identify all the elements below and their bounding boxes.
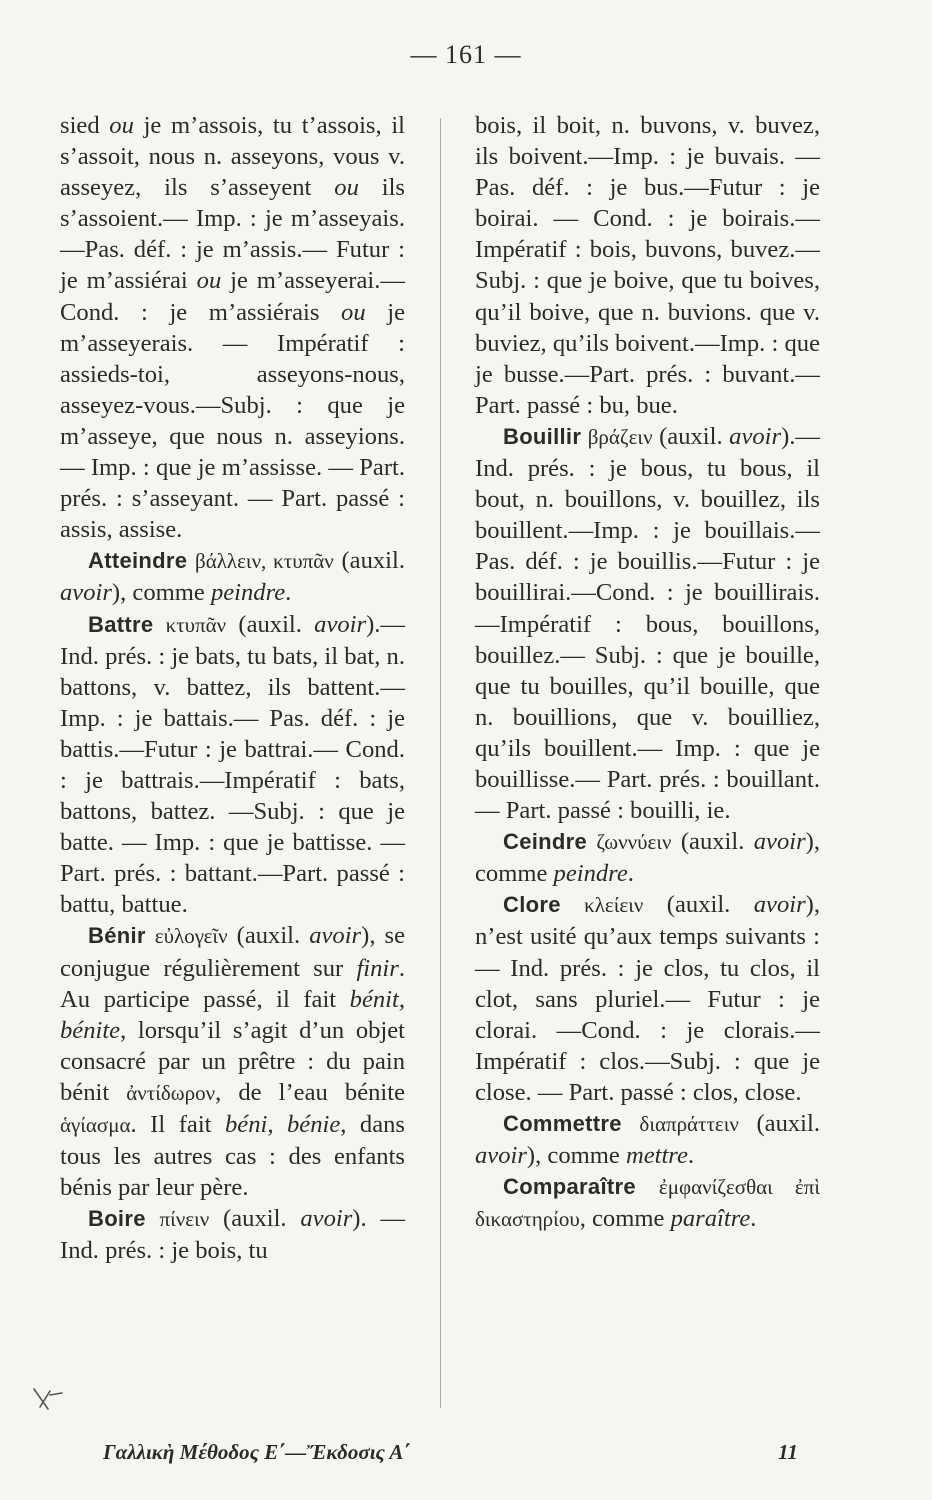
entry-headword: Commettre [503,1111,622,1136]
column-divider [440,118,441,1408]
entry-ceindre: Ceindre ζωννύειν (auxil. avoir), comme peindre. [475,828,820,888]
greek-translation: κλείειν [584,893,644,918]
greek-translation: βάλλειν, κτυπᾶν [195,549,334,574]
greek-translation: εὐλογεῖν [154,924,228,949]
entry-bouillir: Bouillir βράζειν (auxil. avoir).—Ind. prés. : je bous, tu bous, il bout, n. bouillons, v. bouillez, ils bouillent.—Imp. : je bouillais.— Pas. déf. : je bouillis.—Futur : je bouillirai.—Cond. : je bouillirais. —Impératif : bous, bouillons, bouillez.— Subj. : que je bouille, que tu bouilles, qu’il bouille, que n. bouillions, que v. bouilliez, qu’ils bouillent.— Imp. : que je bouillisse.— Part. prés. : bouillant. — Part. passé : bouilli, ie. [475,422,821,825]
pencil-mark-icon [30,1385,64,1413]
page-number: — 161 — [410,40,522,69]
entry-headword: Atteindre [88,548,188,574]
entry-commettre: Commettre διαπράττειν (auxil. avoir), comme mettre. [475,1110,820,1170]
greek-translation: κτυπᾶν [165,612,227,637]
entry-headword: Bouillir [503,423,582,449]
entry-benir: Bénir εὐλογεῖν (auxil. avoir), se conjugue régulièrement sur finir. Au participe passé, il fait bénit, bénite, lorsqu’il s’agit d’un objet consacré par un prêtre : du pain bénit ἀντίδωρον, de l’eau bénite ἁγίασμα. Il fait béni, bénie, dans tous les autres cas : des enfants bénis par leur père. [60,922,405,1202]
left-column [60,110,405,1266]
entry-headword: Ceindre [503,829,588,855]
greek-translation: ζωννύειν [596,830,672,855]
entry-comparaitre: Comparaître ἐμφανίζεσθαι ἐπὶ δικαστηρίου, comme paraître. [475,1174,820,1233]
entry-headword: Clore [503,892,561,918]
entry-headword: Comparaître [503,1174,636,1200]
entry-headword: Bénir [88,923,146,949]
entry-atteindre: Atteindre βάλλειν, κτυπᾶν (auxil. avoir), comme peindre. [60,547,405,607]
entry-battre: Battre κτυπᾶν (auxil. avoir).—Ind. prés. : je bats, tu bats, il bat, n. battons, v. battez, ils battent.—Imp. : je battais.— Pas. déf. : je battis.—Futur : je battrai.— Cond. : je battrais.—Impératif : bats, battons, battez. —Subj. : que je batte. — Imp. : que je battisse. — Part. prés. : battant.—Part. passé : battu, battue. [60,610,406,919]
entry-boire-continued: bois, il boit, n. buvons, v. buvez, ils boivent.—Imp. : je buvais. — Pas. déf. : je bus.—Futur : je boirai. — Cond. : je boirais.—Impératif : bois, buvons, buvez.— Subj. : que je boive, que tu boives, qu’il boive, que n. buvions. que v. buviez, qu’ils boivent.—Imp. : que je busse.—Part. prés. : buvant.—Part. passé : bu, bue. [475,112,820,419]
right-column [475,110,820,1235]
entry-headword: Boire [88,1206,146,1232]
printer-signature: Γαλλικὴ Μέθοδος Ε΄—Ἔκδοσις Α΄ [103,1440,411,1464]
greek-translation: ἐμφανίζεσθαι ἐπὶ δικαστηρίου [475,1175,820,1232]
entry-headword: Battre [88,611,154,637]
sheet-number: 11 [778,1440,798,1464]
greek-translation: βράζειν [587,424,653,449]
entry-boire: Boire πίνειν (auxil. avoir). —Ind. prés. : je bois, tu [60,1205,405,1265]
entry-s-asseoir-continued: sied ou je m’assois, tu t’assois, il s’assoit, nous n. asseyons, vous v. asseyez, ils s’asseyent ou ils s’assoient.— Imp. : je m’asseyais.—Pas. déf. : je m’assis.— Futur : je m’assiérai ou je m’asseyerai.—Cond. : je m’assiérais ou je m’asseyerais. — Impératif : assieds-toi, asseyons-nous, asseyez-vous.—Subj. : que je m’asseye, que nous n. asseyions. — Imp. : que je m’assisse. — Part. prés. : s’asseyant. — Part. passé : assis, assise. [60,112,405,544]
entry-clore: Clore κλείειν (auxil. avoir), n’est usité qu’aux temps suivants : — Ind. prés. : je clos, tu clos, il clot, sans pluriel.— Futur : je clorai. —Cond. : je clorais.—Impératif : clos.—Subj. : que je close. — Part. passé : clos, close. [475,891,820,1106]
greek-translation: πίνειν [159,1207,210,1232]
greek-translation: διαπράττειν [639,1112,739,1136]
